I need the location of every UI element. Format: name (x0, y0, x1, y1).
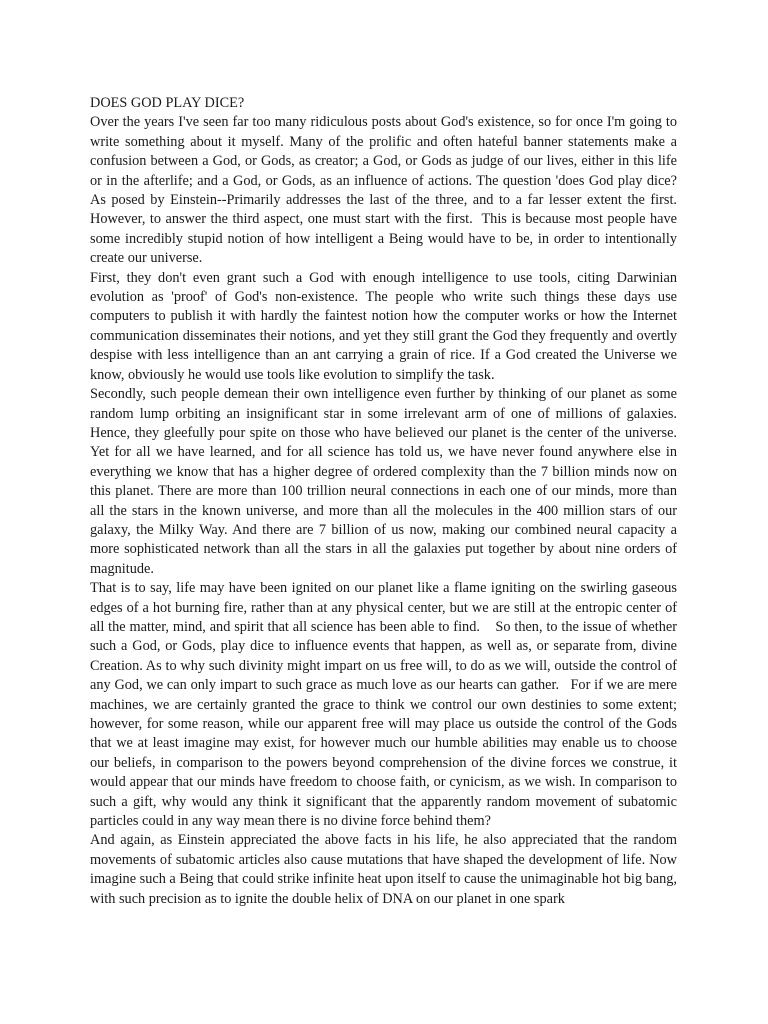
paragraph-2: First, they don't even grant such a God with enough intelligence to use tools, citing Darwinian evolution as 'proof' of God's non-existence. The people who write such things these days use computers to publish it with hardly the faintest notion how the computer works or how the Internet communication disseminates their notions, and yet they still grant the God they frequently and overtly despise with less intelligence than an ant carrying a grain of rice. If a God created the Universe we know, obviously he would use tools like evolution to simplify the task. (90, 269, 681, 383)
document-page (90, 94, 688, 909)
document-title: DOES GOD PLAY DICE? (90, 95, 245, 111)
paragraph-4: That is to say, life may have been ignited on our planet like a flame igniting on the swirling gaseous edges of a hot burning fire, rather than at any physical center, but we are still at the entropic center of all the matter, mind, and spirit that all science has been able to find. So then, to the issue of whether such a God, or Gods, play dice to influence events that happen, as well as, or separate from, divine Creation. As to why such divinity might impart on us free will, to do as we will, outside the control of any God, we can only impart to such grace as much love as our hearts can gather. For if we are mere machines, we are certainly granted the grace to think we control our own destinies to some extent; however, for some reason, while our apparent free will may place us outside the control of the Gods that we at least imagine may exist, for however much our humble abilities may enable us to choose our beliefs, in comparison to the powers beyond comprehension of the divine forces we construe, it would appear that our minds have freedom to choose faith, or cynicism, as we wish. In comparison to such a gift, why would any think it significant that the apparently random movement of subatomic particles could in any way mean there is no divine force behind them? (90, 580, 681, 830)
paragraph-3: Secondly, such people demean their own intelligence even further by thinking of our planet as some random lump orbiting an insignificant star in some irrelevant arm of one of millions of galaxies. Hence, they gleefully pour spite on those who have believed our planet is the center of the universe. Yet for all we have learned, and for all science has told us, we have never found anywhere else in everything we know that has a higher degree of ordered complexity than the 7 billion minds now on this planet. There are more than 100 trillion neural connections in each one of our minds, more than all the stars in the known universe, and more than all the molecules in the 400 million stars of our galaxy, the Milky Way. And there are 7 billion of us now, making our combined neural capacity a more sophisticated network than all the stars in all the galaxies put together by about nine orders of magnitude. (90, 386, 688, 577)
paragraph-1: Over the years I've seen far too many ridiculous posts about God's existence, so for once I'm going to write something about it myself. Many of the prolific and often hateful banner statements make a confusion between a God, or Gods, as creator; a God, or Gods as judge of our lives, either in this life or in the afterlife; and a God, or Gods, as an influence of actions. The question 'does God play dice? As posed by Einstein--Primarily addresses the last of the three, and to a far lesser extent the first. However, to answer the third aspect, one must start with the first. This is because most people have some incredibly stupid notion of how intelligent a Being would have to be, in order to intentionally create our universe. (90, 114, 681, 267)
paragraph-5: And again, as Einstein appreciated the above facts in his life, he also appreciated that the random movements of subatomic articles also cause mutations that have shaped the development of life. Now imagine such a Being that could strike infinite heat upon itself to cause the unimaginable hot big bang, with such precision as to ignite the double helix of DNA on our planet in one spark (90, 832, 681, 907)
